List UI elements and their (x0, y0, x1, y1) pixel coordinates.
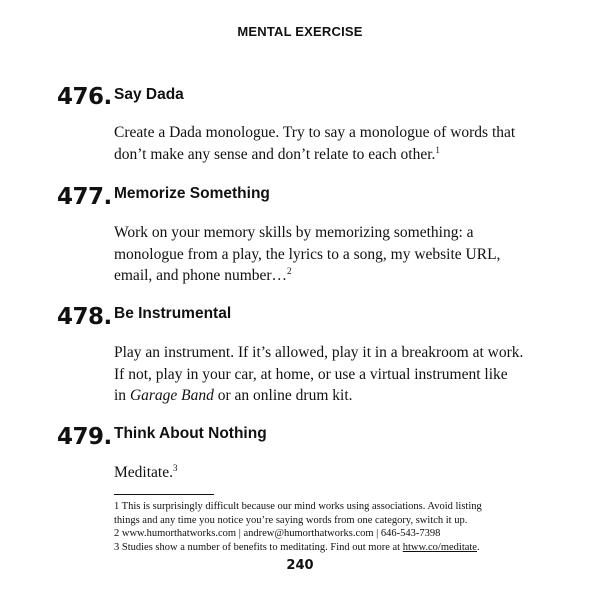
entry-title: Memorize Something (114, 185, 270, 202)
body-line-suffix: or an online drum kit. (213, 387, 353, 404)
entry-number: 478. (57, 304, 112, 330)
entry-body (114, 462, 554, 484)
footnote-line: 2 www.humorthatworks.com | andrew@humorthatworks.com | 646-543-7398 (114, 528, 441, 539)
body-line: Play an instrument. If it’s allowed, play it in a breakroom at work. (114, 344, 524, 361)
footnote-line: 1 This is surprisingly difficult because our mind works using associations. Avoid listing (114, 501, 482, 512)
body-line: Work on your memory skills by memorizing something: a (114, 224, 474, 241)
footnote-text: . (476, 541, 480, 553)
meditate-link[interactable]: htww.co/meditate (402, 541, 477, 553)
body-line: Create a Dada monologue. Try to say a monologue of words that (114, 124, 516, 141)
body-line: Meditate. (114, 464, 173, 481)
body-line: email, and phone number… (114, 267, 288, 284)
body-line: If not, play in your car, at home, or use a virtual instrument like (114, 365, 508, 383)
footnotes (114, 500, 564, 554)
footnote-divider (114, 494, 214, 495)
footnote-ref: 2 (287, 265, 292, 276)
entry-title: Say Dada (114, 86, 184, 103)
running-header: MENTAL EXERCISE (237, 24, 363, 39)
entry-body (114, 222, 554, 287)
body-line-prefix: in (114, 387, 130, 404)
entry-number: 477. (57, 184, 112, 210)
entry-title: Be Instrumental (114, 305, 232, 322)
entry-body (114, 122, 554, 165)
body-line: don’t make any sense and don’t relate to each other. (114, 145, 436, 163)
entry-title: Think About Nothing (114, 425, 267, 442)
footnote-ref: 1 (435, 144, 440, 155)
footnote-ref: 3 (172, 462, 178, 473)
body-line: monologue from a play, the lyrics to a song, my website URL, (114, 245, 501, 263)
app-name-italic: Garage Band (129, 387, 214, 404)
entry-body (114, 342, 554, 407)
footnote-line: things and any time you notice you’re saying words from one category, switch it up. (114, 514, 468, 526)
page-number: 240 (286, 558, 314, 573)
entry-number: 476. (57, 84, 112, 110)
entry-number: 479. (57, 424, 112, 450)
footnote-line (114, 541, 564, 555)
footnote-text: 3 Studies show a number of benefits to meditating. Find out more at (114, 541, 403, 553)
